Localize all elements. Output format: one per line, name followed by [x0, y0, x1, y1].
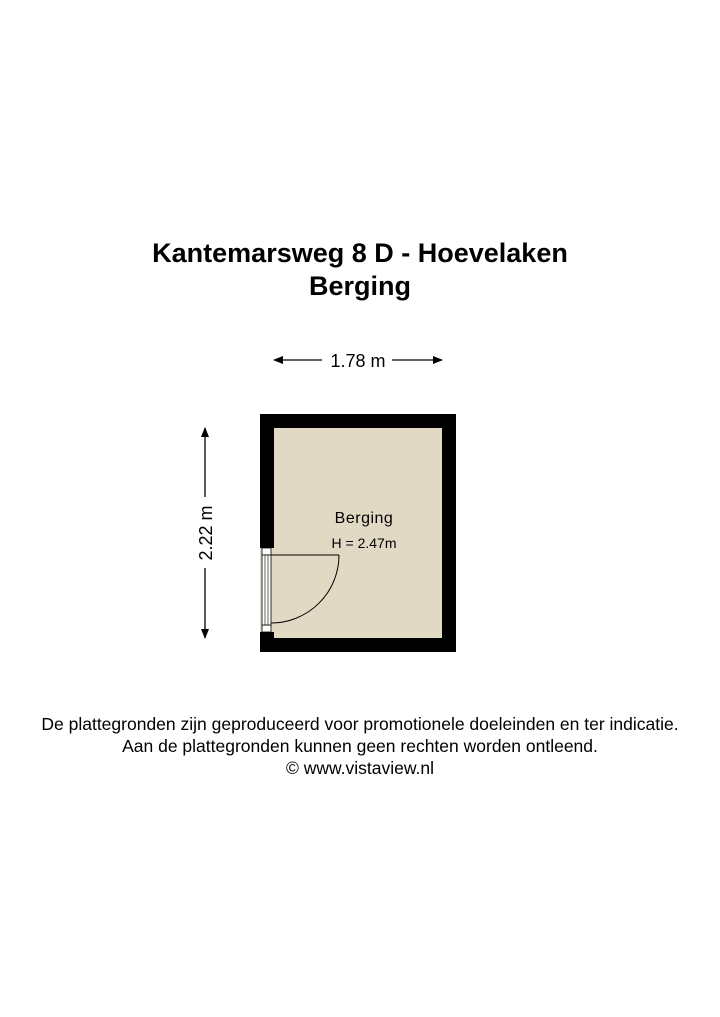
- width-dimension: [274, 351, 442, 371]
- address-title: Kantemarsweg 8 D - Hoevelaken: [152, 238, 568, 268]
- height-label: 2.22 m: [196, 505, 216, 561]
- room-height: H = 2.47m: [331, 535, 397, 551]
- room-name: Berging: [334, 510, 394, 527]
- disclaimer-line-1: De plattegronden zijn geproduceerd voor promotionele doeleinden en ter indicatie.: [41, 714, 679, 734]
- copyright: © www.vistaview.nl: [285, 758, 435, 778]
- width-label: 1.78 m: [330, 351, 386, 371]
- height-dimension: [196, 428, 216, 638]
- room-floor: [274, 428, 442, 638]
- disclaimer-line-2: Aan de plattegronden kunnen geen rechten worden ontleend.: [122, 736, 598, 756]
- floor-title: Berging: [308, 271, 411, 301]
